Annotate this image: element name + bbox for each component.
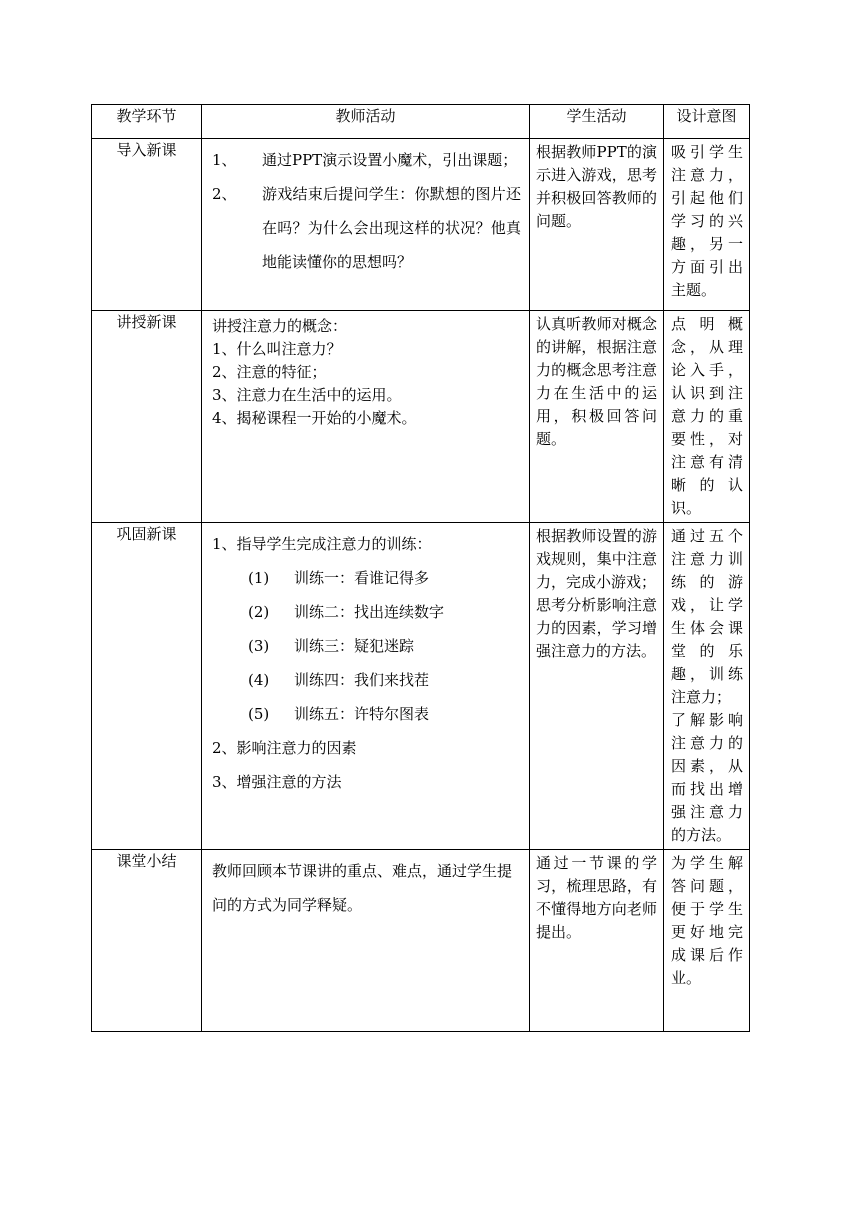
paragraph: 思考分析影响注意力的因素，学习增强注意力的方法。 xyxy=(536,596,657,660)
sub-item xyxy=(212,595,521,629)
design-intent-cell: 为学生解答问题，便于学生更好地完成课后作业。 xyxy=(664,850,750,1032)
design-intent-cell: 吸引学生注意力，引起他们学习的兴趣，另一方面引出主题。 xyxy=(664,139,750,311)
line: 1、什么叫注意力？ xyxy=(212,340,342,358)
header-stage: 教学环节 xyxy=(92,105,202,139)
student-activity-cell xyxy=(530,523,664,850)
line: 讲授注意力的概念： xyxy=(212,317,348,335)
lesson-plan-table xyxy=(91,104,750,1032)
table-row xyxy=(92,523,750,850)
sub-item xyxy=(212,629,521,663)
line: 1、指导学生完成注意力的训练： xyxy=(212,535,432,553)
numbered-item xyxy=(212,177,521,279)
header-row xyxy=(92,105,750,139)
teacher-activity-cell xyxy=(202,850,530,1032)
sub-number: (5) xyxy=(248,705,270,723)
item-number: 2、 xyxy=(212,185,237,203)
design-intent-cell: 点明概念，从理论入手，认识到注意力的重要性，对注意有清晰的认识。 xyxy=(664,311,750,523)
sub-number: (4) xyxy=(248,671,270,689)
line: 4、揭秘课程一开始的小魔术。 xyxy=(212,409,417,427)
line: 2、注意的特征； xyxy=(212,363,327,381)
stage-cell: 讲授新课 xyxy=(92,311,202,523)
paragraph: 根据教师设置的游戏规则，集中注意力，完成小游戏； xyxy=(536,527,657,591)
table-row xyxy=(92,850,750,1032)
table-row xyxy=(92,311,750,523)
sub-text: 训练五：许特尔图表 xyxy=(294,705,430,723)
sub-item xyxy=(212,697,521,731)
paragraph: 通过五个注意力训练的游戏，让学生体会课堂的乐趣，训练注意力； xyxy=(671,527,743,706)
item-text: 游戏结束后提问学生：你默想的图片还在吗？为什么会出现这样的状况？他真地能读懂你的思想吗？ xyxy=(262,185,521,271)
teacher-activity-cell xyxy=(202,311,530,523)
summary-text: 教师回顾本节课讲的重点、难点，通过学生提问的方式为同学释疑。 xyxy=(212,862,513,914)
item-number: 1、 xyxy=(212,151,237,169)
student-activity-cell: 根据教师PPT的演示进入游戏，思考并积极回答教师的问题。 xyxy=(530,139,664,311)
design-intent-cell xyxy=(664,523,750,850)
sub-text: 训练一：看谁记得多 xyxy=(294,569,430,587)
sub-text: 训练三：疑犯迷踪 xyxy=(294,637,415,655)
student-activity-cell: 认真听教师对概念的讲解，根据注意力的概念思考注意力在生活中的运用，积极回答问题。 xyxy=(530,311,664,523)
header-student-activity: 学生活动 xyxy=(530,105,664,139)
teacher-activity-cell xyxy=(202,523,530,850)
numbered-item xyxy=(212,143,521,177)
sub-number: (2) xyxy=(248,603,270,621)
header-teacher-activity: 教师活动 xyxy=(202,105,530,139)
item-text: 通过PPT演示设置小魔术，引出课题； xyxy=(262,151,518,169)
sub-item xyxy=(212,561,521,595)
sub-text: 训练四：我们来找茬 xyxy=(294,671,430,689)
sub-text: 训练二：找出连续数字 xyxy=(294,603,445,621)
stage-cell: 课堂小结 xyxy=(92,850,202,1032)
stage-cell: 导入新课 xyxy=(92,139,202,311)
teacher-activity-cell xyxy=(202,139,530,311)
sub-number: (3) xyxy=(248,637,270,655)
sub-item xyxy=(212,663,521,697)
student-activity-cell: 通过一节课的学习，梳理思路，有不懂得地方向老师提出。 xyxy=(530,850,664,1032)
header-design-intent: 设计意图 xyxy=(664,105,750,139)
line: 3、增强注意的方法 xyxy=(212,773,342,791)
stage-cell: 巩固新课 xyxy=(92,523,202,850)
table-row xyxy=(92,139,750,311)
line: 2、影响注意力的因素 xyxy=(212,739,357,757)
line: 3、注意力在生活中的运用。 xyxy=(212,386,402,404)
paragraph: 了解影响注意力的因素，从而找出增强注意力的方法。 xyxy=(671,711,743,844)
sub-number: (1) xyxy=(248,569,270,587)
